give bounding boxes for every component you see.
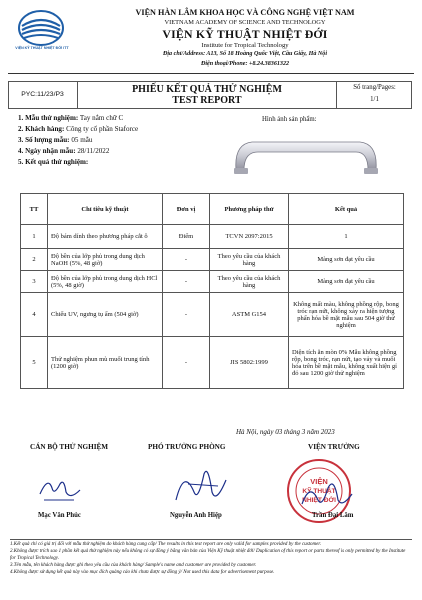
table-row bbox=[21, 293, 404, 337]
tester-signature-icon bbox=[30, 470, 90, 506]
info-qty-value: 05 mẫu bbox=[69, 136, 93, 144]
sign-date: Hà Nội, ngày 03 tháng 3 năm 2023 bbox=[236, 428, 335, 436]
info-client bbox=[18, 125, 138, 133]
info-date bbox=[18, 147, 109, 155]
cell-unit: - bbox=[163, 293, 210, 337]
cell-test: Thử nghiệm phun mù muối trung tính (1200 giờ) bbox=[48, 337, 163, 389]
cell-unit: - bbox=[163, 271, 210, 293]
footnote-1: 1.Kết quả chỉ có giá trị đối với mẫu thử nghiệm do khách hàng cung cấp/ The results in this test report are only valid for samples provided by the customer. bbox=[10, 542, 322, 547]
cell-test: Độ bám dính theo phương pháp cắt ô bbox=[48, 225, 163, 249]
info-date-label: 4. Ngày nhận mẫu: bbox=[18, 147, 76, 155]
table-row bbox=[21, 249, 404, 271]
page-count bbox=[336, 81, 412, 109]
cell-no: 2 bbox=[21, 249, 48, 271]
director-title: VIỆN TRƯỞNG bbox=[308, 443, 360, 451]
report-title bbox=[78, 81, 336, 109]
tester-name: Mạc Văn Phúc bbox=[38, 512, 81, 519]
cell-no: 3 bbox=[21, 271, 48, 293]
table-row bbox=[21, 337, 404, 389]
cell-no: 1 bbox=[21, 225, 48, 249]
cell-no: 5 bbox=[21, 337, 48, 389]
info-sample-label: 1. Mẫu thử nghiệm: bbox=[18, 114, 79, 122]
cell-test: Độ bền của lớp phủ trong dung dịch NaOH (5%, 48 giờ) bbox=[48, 249, 163, 271]
institute-logo-icon bbox=[12, 8, 70, 48]
svg-text:KỸ THUẬT: KỸ THUẬT bbox=[302, 488, 336, 495]
institute-phone: Điện thoại/Phone: +8.24.38361322 bbox=[200, 61, 290, 67]
report-title-en: TEST REPORT bbox=[172, 95, 242, 106]
footnotes bbox=[10, 541, 412, 576]
cell-test: Chiếu UV, ngưng tụ ẩm (504 giờ) bbox=[48, 293, 163, 337]
report-code: PYC:11/23/P3 bbox=[8, 81, 78, 109]
pages-label: Số trang/Pages: bbox=[353, 84, 396, 91]
table-header-row bbox=[21, 194, 404, 225]
cell-result: Màng sơn đạt yêu cầu bbox=[289, 271, 404, 293]
cell-unit: Điểm bbox=[163, 225, 210, 249]
logo-caption: VIỆN KỸ THUẬT NHIỆT ĐỚI ITT bbox=[15, 46, 69, 50]
cell-method: Theo yêu cầu của khách hàng bbox=[210, 249, 289, 271]
table-row bbox=[21, 271, 404, 293]
cell-unit: - bbox=[163, 337, 210, 389]
info-date-value: 28/11/2022 bbox=[75, 147, 110, 155]
cell-no: 4 bbox=[21, 293, 48, 337]
info-results-label: 5. Kết quả thử nghiệm: bbox=[18, 158, 89, 166]
tester-title: CÁN BỘ THỬ NGHIỆM bbox=[30, 443, 109, 451]
deputy-signature-icon bbox=[168, 462, 238, 508]
academy-name-en: VIETNAM ACADEMY OF SCIENCE AND TECHNOLOGY bbox=[164, 19, 326, 26]
deputy-name: Nguyễn Anh Hiệp bbox=[170, 512, 222, 519]
info-quantity bbox=[18, 136, 92, 144]
footnote-3: 3.Tên mẫu, tên khách hàng được ghi theo yêu cầu của khách hàng/ Sample's name and customer are provided by customer. bbox=[10, 563, 257, 568]
svg-text:VIỆN: VIỆN bbox=[310, 477, 328, 486]
info-client-label: 2. Khách hàng: bbox=[18, 125, 65, 133]
cell-unit: - bbox=[163, 249, 210, 271]
info-client-value: Công ty cổ phần Staforce bbox=[64, 125, 139, 133]
cell-result: Màng sơn đạt yêu cầu bbox=[289, 249, 404, 271]
institute-name-vn: VIỆN KỸ THUẬT NHIỆT ĐỚI bbox=[162, 27, 328, 41]
product-image-label: Hình ảnh sản phẩm: bbox=[262, 116, 317, 123]
product-handle-image bbox=[228, 130, 384, 180]
institute-address: Địa chỉ/Address: A13, Số 18 Hoàng Quốc Việt, Cầu Giấy, Hà Nội bbox=[162, 51, 328, 57]
academy-name-vn: VIỆN HÀN LÂM KHOA HỌC VÀ CÔNG NGHỆ VIỆT NAM bbox=[135, 8, 355, 17]
col-header-method: Phương pháp thử bbox=[210, 194, 289, 225]
col-header-test: Chỉ tiêu kỹ thuật bbox=[48, 194, 163, 225]
col-header-result: Kết quả bbox=[289, 194, 404, 225]
info-qty-label: 3. Số lượng mẫu: bbox=[18, 136, 70, 144]
cell-test: Độ bền của lớp phủ trong dung dịch HCl (5%, 48 giờ) bbox=[48, 271, 163, 293]
col-header-unit: Đơn vị bbox=[163, 194, 210, 225]
cell-result: Diện tích ăn mòn 0% Mẫu không phồng rộp, bong tróc, rạn nứt, tạo vảy và muối hóa trên bề mặt mẫu, không xuất hiện gỉ đỏ sau 1200 giờ thử nghiệm bbox=[289, 337, 404, 389]
footnote-4: 4.Không được sử dụng kết quả này vào mục đích quảng cáo khi chưa được sự đồng ý/ Not used this data for advertisement purpose. bbox=[10, 570, 275, 575]
info-results bbox=[18, 158, 88, 166]
info-sample-value: Tay nắm chữ C bbox=[78, 114, 124, 122]
cell-result: Không mất màu, không phồng rộp, bong tróc rạn nứt, không xảy ra hiện tượng phấn hóa bề mặt mẫu sau 504 giờ thử nghiệm bbox=[289, 293, 404, 337]
svg-text:NHIỆT ĐỚI: NHIỆT ĐỚI bbox=[302, 497, 336, 504]
col-header-no: TT bbox=[21, 194, 48, 225]
director-signature-icon bbox=[296, 478, 356, 512]
cell-method: JIS 5802:1999 bbox=[210, 337, 289, 389]
info-sample bbox=[18, 114, 123, 122]
header-divider bbox=[8, 73, 414, 74]
footnote-2: 2.Không được trích sao 1 phần kết quả thử nghiệm này nếu không có sự đồng ý bằng văn bản của Viện Kỹ thuật nhiệt đới/ Duplication of this report or parts thereof is only permitted by the Institute for Tropical Technology. bbox=[10, 549, 406, 561]
table-row bbox=[21, 225, 404, 249]
results-table bbox=[20, 193, 404, 389]
institute-name-en: Institute for Tropical Technology bbox=[201, 42, 289, 49]
footer-divider bbox=[10, 539, 412, 540]
pages-value: 1/1 bbox=[370, 96, 379, 103]
cell-method: Theo yêu cầu của khách hàng bbox=[210, 271, 289, 293]
director-name: Trần Đại Lâm bbox=[312, 512, 354, 519]
cell-result: 1 bbox=[289, 225, 404, 249]
deputy-title: PHÓ TRƯỞNG PHÒNG bbox=[148, 443, 226, 451]
cell-method: TCVN 2097:2015 bbox=[210, 225, 289, 249]
report-title-vn: PHIẾU KẾT QUẢ THỬ NGHIỆM bbox=[132, 84, 282, 95]
cell-method: ASTM G154 bbox=[210, 293, 289, 337]
